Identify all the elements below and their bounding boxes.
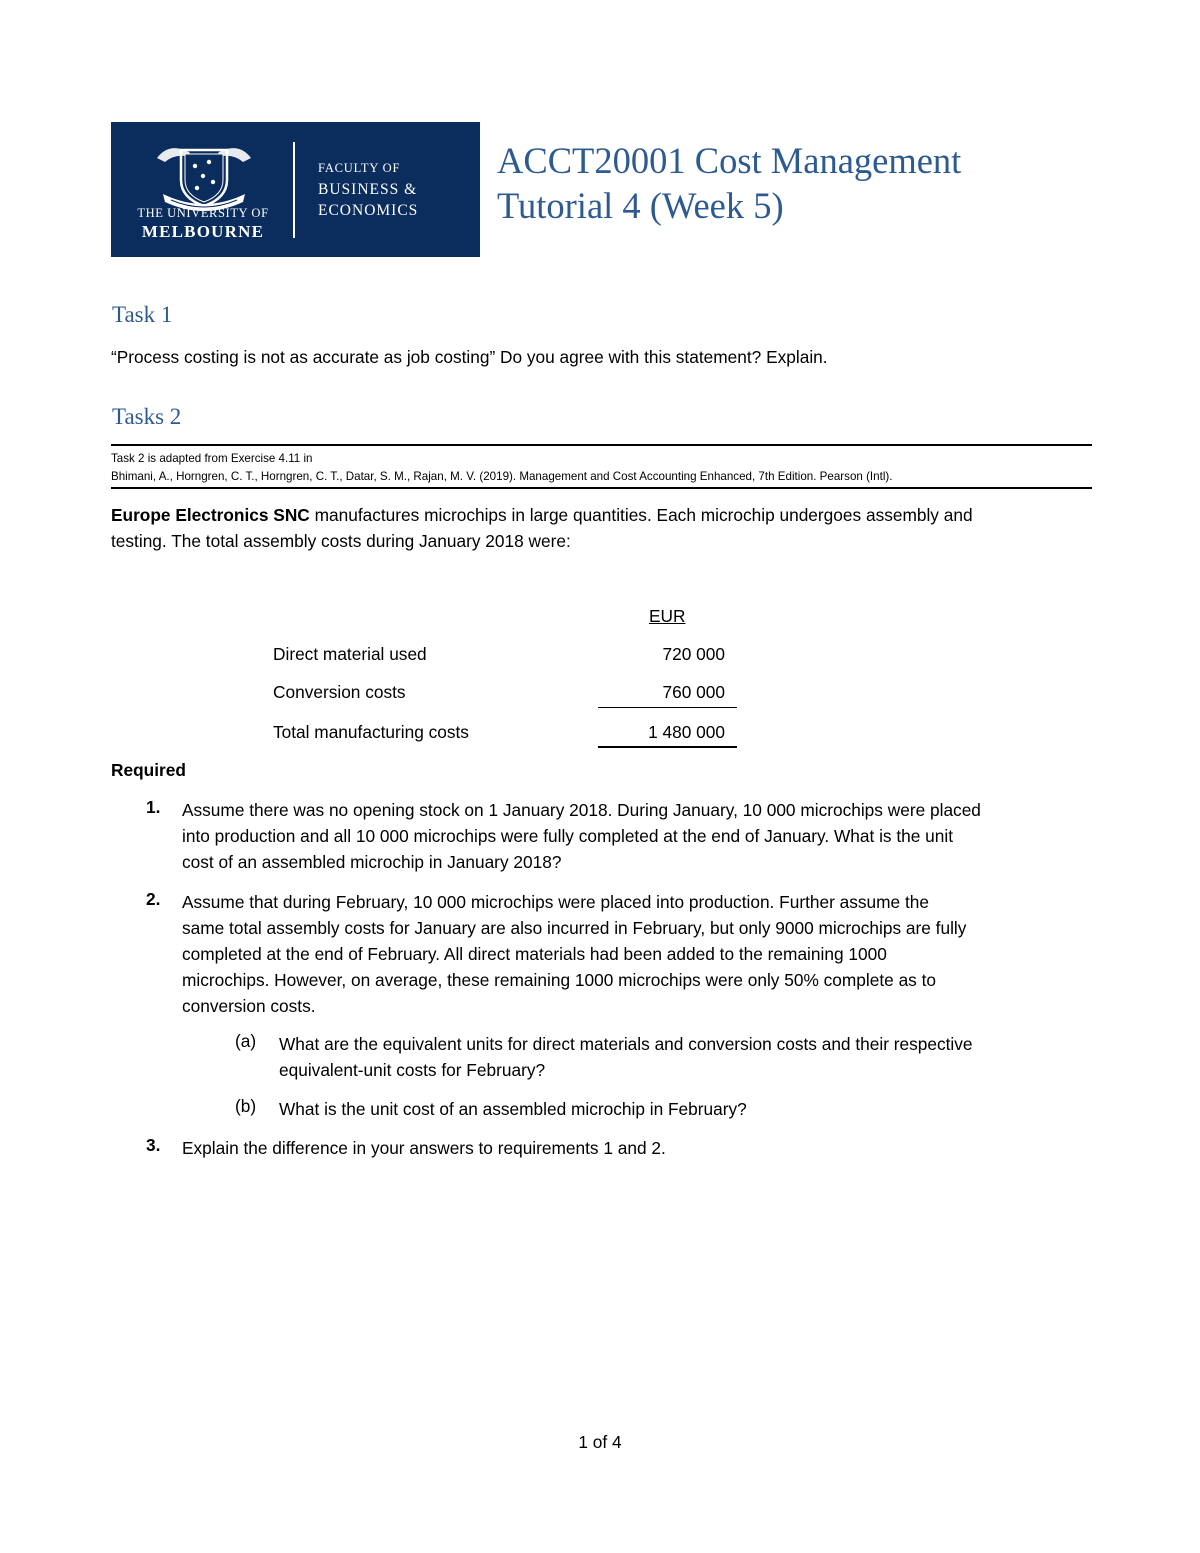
source-bottom-rule xyxy=(111,487,1092,489)
title-line1: ACCT20001 Cost Management xyxy=(497,140,962,181)
task1-text: “Process costing is not as accurate as job costing” Do you agree with this statement? Explain. xyxy=(111,347,828,367)
total-rule xyxy=(598,746,737,748)
row-value: 720 000 xyxy=(662,644,725,664)
question-line: same total assembly costs for January are also incurred in February, but only 9000 microchips are fully xyxy=(182,918,967,938)
intro-line1: manufactures microchips in large quantities. Each microchip undergoes assembly and xyxy=(309,505,973,525)
page-number: 1 of 4 xyxy=(578,1432,622,1452)
question-1 xyxy=(182,797,981,875)
row-value: 1 480 000 xyxy=(648,722,725,742)
university-logo xyxy=(111,122,480,257)
sub-question-line: equivalent-unit costs for February? xyxy=(279,1060,546,1080)
logo-divider xyxy=(293,142,295,238)
company-name: Europe Electronics SNC xyxy=(111,505,310,525)
sub-question-label: (a) xyxy=(235,1031,257,1051)
title-line2: Tutorial 4 (Week 5) xyxy=(497,185,784,226)
row-label: Total manufacturing costs xyxy=(273,722,469,742)
document-title xyxy=(497,138,961,228)
task1-heading: Task 1 xyxy=(112,302,173,327)
table-row xyxy=(273,644,743,670)
table-row xyxy=(273,682,743,708)
sub-question-line: What are the equivalent units for direct materials and conversion costs and their respective xyxy=(279,1034,973,1054)
university-name-line1: THE UNIVERSITY OF xyxy=(137,206,269,220)
question-number: 3. xyxy=(146,1135,161,1155)
question-number: 2. xyxy=(146,889,161,909)
table-total-row xyxy=(273,722,743,748)
source-line2: Bhimani, A., Horngren, C. T., Horngren, C. T., Datar, S. M., Rajan, M. V. (2019). Management and Cost Accounting Enhanced, 7th Edition. Pearson (Intl). xyxy=(111,470,893,483)
intro-line2: testing. The total assembly costs during January 2018 were: xyxy=(111,531,571,551)
row-value: 760 000 xyxy=(662,682,725,702)
sub-question-line: What is the unit cost of an assembled microchip in February? xyxy=(279,1099,747,1119)
question-line: cost of an assembled microchip in January 2018? xyxy=(182,852,562,872)
faculty-line3: ECONOMICS xyxy=(318,202,419,219)
row-label: Conversion costs xyxy=(273,682,406,702)
faculty-name xyxy=(318,158,418,221)
sub-question-a xyxy=(279,1031,973,1083)
row-label: Direct material used xyxy=(273,644,427,664)
currency-header: EUR xyxy=(649,606,686,626)
required-label: Required xyxy=(111,760,186,780)
sub-question-label: (b) xyxy=(235,1096,257,1116)
question-line: conversion costs. xyxy=(182,996,316,1016)
question-line: Explain the difference in your answers to requirements 1 and 2. xyxy=(182,1138,666,1158)
question-line: microchips. However, on average, these remaining 1000 microchips were only 50% complete as to xyxy=(182,970,937,990)
task2-intro xyxy=(111,502,973,554)
subtotal-rule xyxy=(598,707,737,708)
faculty-line1: FACULTY OF xyxy=(318,161,401,175)
sub-question-b xyxy=(279,1096,747,1122)
question-3 xyxy=(182,1135,666,1161)
source-top-rule xyxy=(111,444,1092,446)
faculty-line2: BUSINESS & xyxy=(318,181,418,198)
table-header xyxy=(273,606,743,632)
question-line: into production and all 10 000 microchips were fully completed at the end of January. What is the unit xyxy=(182,826,954,846)
question-line: Assume that during February, 10 000 microchips were placed into production. Further assume the xyxy=(182,892,929,912)
task2-heading: Tasks 2 xyxy=(112,404,182,429)
question-line: completed at the end of February. All direct materials had been added to the remaining 1000 xyxy=(182,944,887,964)
university-name-line2: MELBOURNE xyxy=(141,222,265,241)
source-line1: Task 2 is adapted from Exercise 4.11 in xyxy=(111,452,313,465)
question-2 xyxy=(182,889,966,1019)
question-number: 1. xyxy=(146,797,161,817)
question-line: Assume there was no opening stock on 1 January 2018. During January, 10 000 microchips were placed xyxy=(182,800,981,820)
